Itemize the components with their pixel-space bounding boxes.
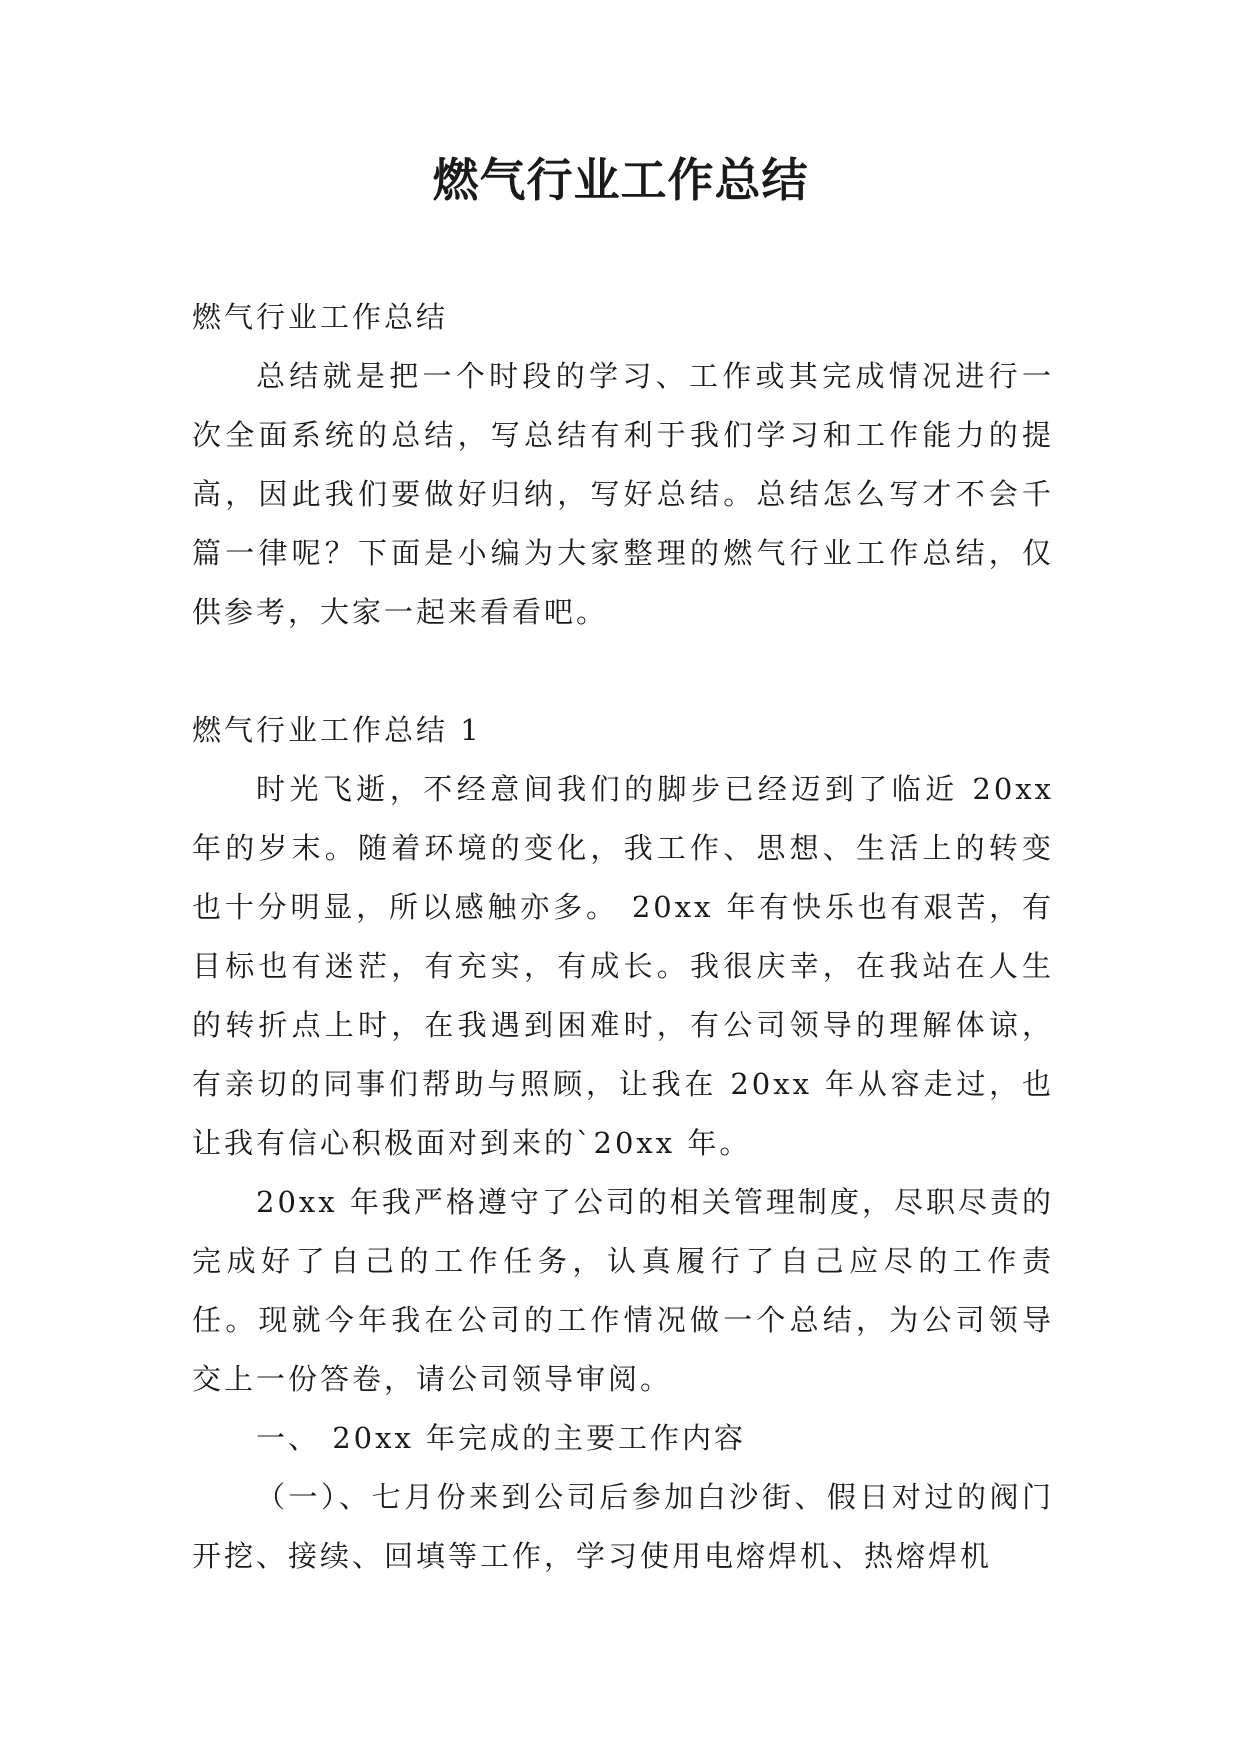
body-paragraph: （一）、七月份来到公司后参加白沙街、假日对过的阀门开挖、接续、回填等工作，学习使用电熔焊机、热熔焊机	[192, 1480, 1054, 1573]
document-title: 燃气行业工作总结	[432, 153, 809, 207]
body-paragraph: 20xx 年我严格遵守了公司的相关管理制度，尽职尽责的完成好了自己的工作任务，认真履行了自己应尽的工作责任。现就今年我在公司的工作情况做一个总结，为公司领导交上一份答卷，请公司领导审阅。	[192, 1185, 1054, 1396]
body-paragraph: 时光飞逝，不经意间我们的脚步已经迈到了临近 20xx 年的岁末。随着环境的变化，我工作、思想、生活上的转变也十分明显，所以感触亦多。 20xx 年有快乐也有艰苦，有目标也有迷茫，有充实，有成长。我很庆幸，在我站在人生的转折点上时，在我遇到困难时，有公司领导的理解体谅，有亲切的同事们帮助与照顾，让我在 20xx 年从容走过，也让我有信心积极面对到来的`20xx 年。	[192, 772, 1054, 1160]
document-body	[192, 288, 1054, 1586]
paragraph-gap	[192, 642, 1054, 701]
intro-paragraph: 总结就是把一个时段的学习、工作或其完成情况进行一次全面系统的总结，写总结有利于我们学习和工作能力的提高，因此我们要做好归纳，写好总结。总结怎么写才不会千篇一律呢？下面是小编为大家整理的燃气行业工作总结，仅供参考，大家一起来看看吧。	[192, 359, 1054, 629]
section-heading: 燃气行业工作总结 1	[192, 713, 482, 747]
section-heading: 燃气行业工作总结	[192, 300, 449, 334]
subsection-heading: 一、 20xx 年完成的主要工作内容	[256, 1421, 747, 1455]
